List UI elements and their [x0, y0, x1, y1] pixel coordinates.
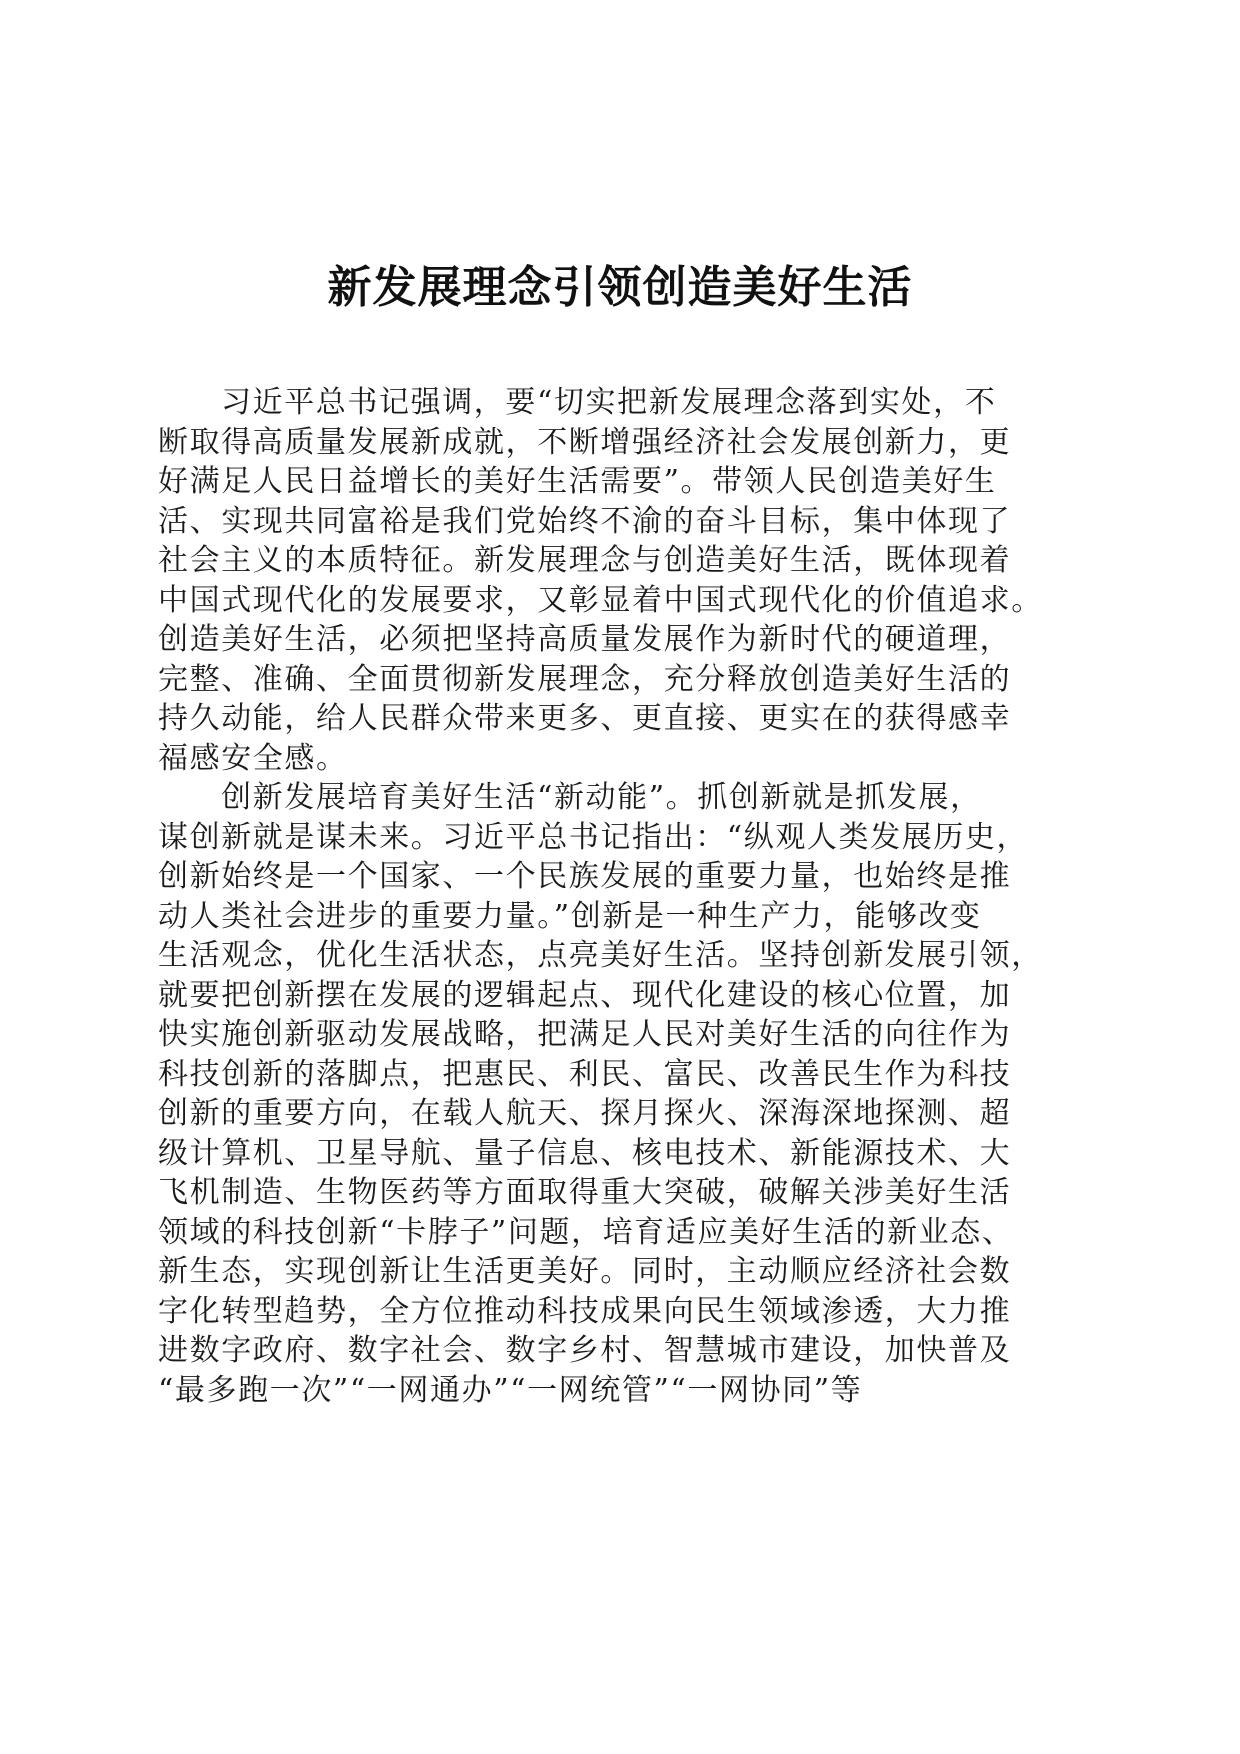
paragraph-2-line: 创新始终是一个国家、一个民族发展的重要力量，也始终是推: [158, 859, 1012, 894]
paragraph-1-line: 中国式现代化的发展要求，又彰显着中国式现代化的价值追求。: [158, 582, 1043, 618]
document-body: [158, 383, 1088, 1410]
paragraph-2-line: 快实施创新驱动发展战略，把满足人民对美好生活的向往作为: [158, 1017, 1012, 1052]
paragraph-2-line: 谋创新就是谋未来。习近平总书记指出：“纵观人类发展历史，: [158, 819, 1029, 855]
paragraph-2-line: 字化转型趋势，全方位推动科技成果向民生领域渗透，大力推: [158, 1293, 1012, 1329]
paragraph-2-line: 新生态，实现创新让生活更美好。同时，主动顺应经济社会数: [158, 1254, 1012, 1289]
paragraph-2-line: “最多跑一次”“一网通办”“一网统管”“一网协同”等: [158, 1372, 863, 1408]
paragraph-1-line: 习近平总书记强调，要“切实把新发展理念落到实处，不: [221, 385, 997, 420]
paragraph-2-line: 就要把创新摆在发展的逻辑起点、现代化建设的核心位置，加: [158, 977, 1012, 1013]
paragraph-1-line: 活、实现共同富裕是我们党始终不渝的奋斗目标，集中体现了: [158, 503, 1012, 539]
paragraph-2-line: 创新发展培育美好生活“新动能”。抓创新就是抓发展，: [221, 780, 982, 815]
paragraph-2-line: 飞机制造、生物医药等方面取得重大突破，破解关涉美好生活: [158, 1175, 1012, 1210]
paragraph-1-line: 福感安全感。: [158, 740, 348, 776]
paragraph-1-line: 创造美好生活，必须把坚持高质量发展作为新时代的硬道理，: [158, 622, 1012, 657]
paragraph-2-line: 生活观念，优化生活状态，点亮美好生活。坚持创新发展引领，: [158, 938, 1043, 973]
paragraph-1-line: 断取得高质量发展新成就，不断增强经济社会发展创新力，更: [158, 424, 1012, 460]
paragraph-2-line: 领域的科技创新“卡脖子”问题，培育适应美好生活的新业态、: [158, 1214, 1014, 1250]
paragraph-1-line: 持久动能，给人民群众带来更多、更直接、更实在的获得感幸: [158, 701, 1012, 736]
paragraph-2-line: 科技创新的落脚点，把惠民、利民、富民、改善民生作为科技: [158, 1056, 1012, 1092]
document-title: 新发展理念引领创造美好生活: [327, 262, 913, 313]
paragraph-1-line: 社会主义的本质特征。新发展理念与创造美好生活，既体现着: [158, 543, 1012, 578]
paragraph-1-line: 完整、准确、全面贯彻新发展理念，充分释放创造美好生活的: [158, 661, 1012, 697]
paragraph-2-line: 动人类社会进步的重要力量。”创新是一种生产力，能够改变: [158, 898, 982, 934]
paragraph-2-line: 级计算机、卫星导航、量子信息、核电技术、新能源技术、大: [158, 1135, 1012, 1171]
paragraph-2-line: 创新的重要方向，在载人航天、探月探火、深海深地探测、超: [158, 1096, 1012, 1131]
paragraph-1-line: 好满足人民日益增长的美好生活需要”。带领人民创造美好生: [158, 464, 997, 499]
paragraph-2-line: 进数字政府、数字社会、数字乡村、智慧城市建设，加快普及: [158, 1333, 1012, 1368]
